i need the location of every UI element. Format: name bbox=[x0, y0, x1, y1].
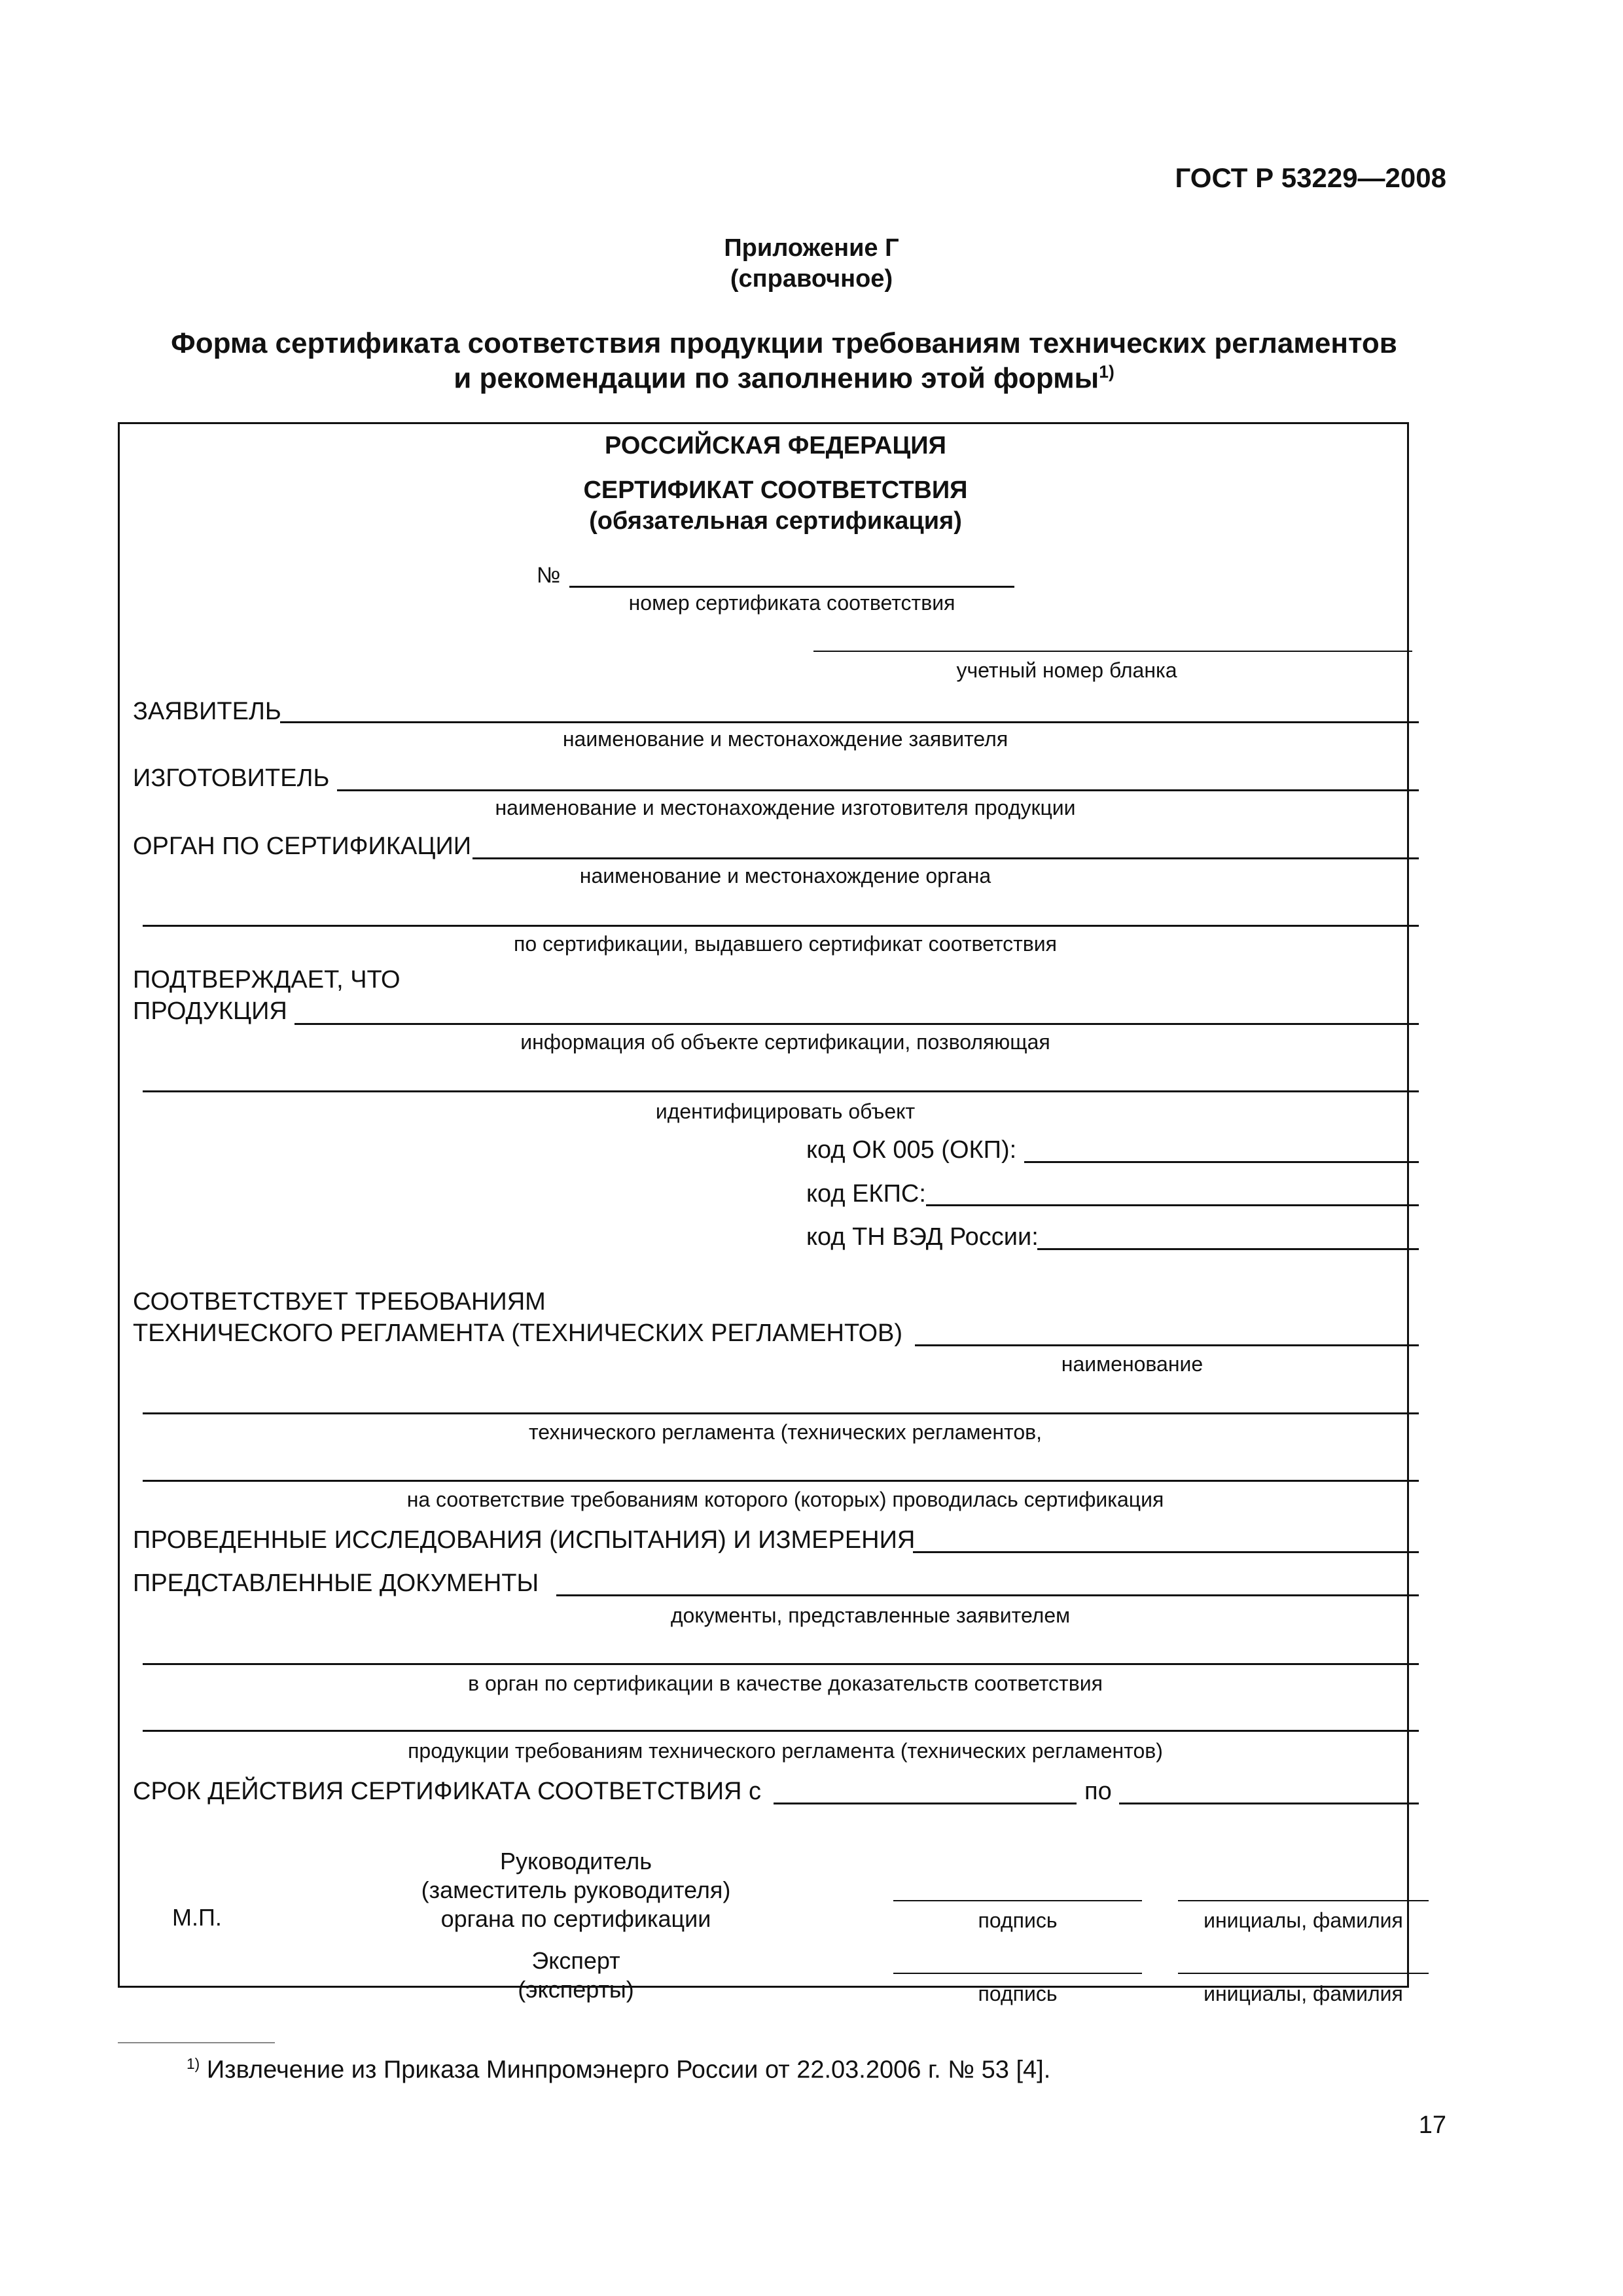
number-sign: № bbox=[537, 563, 561, 588]
manufacturer-caption: наименование и местонахождение изготовителя продукции bbox=[495, 796, 1076, 819]
form-certificate-type: (обязательная сертификация) bbox=[589, 507, 962, 535]
code-tnved-label: код ТН ВЭД России: bbox=[806, 1223, 1039, 1251]
manufacturer-label: ИЗГОТОВИТЕЛЬ bbox=[133, 764, 330, 792]
expert-title-line1: Эксперт bbox=[531, 1947, 620, 1974]
documents-field[interactable] bbox=[556, 1594, 1419, 1596]
document-title-line2 bbox=[0, 362, 1568, 395]
stamp-label: М.П. bbox=[172, 1904, 222, 1931]
head-name-field[interactable] bbox=[1178, 1900, 1429, 1901]
tests-field[interactable] bbox=[913, 1551, 1419, 1553]
validity-to-label: по bbox=[1084, 1778, 1112, 1805]
complies-label-1: СООТВЕТСТВУЕТ ТРЕБОВАНИЯМ bbox=[133, 1288, 546, 1316]
standard-number: ГОСТ Р 53229—2008 bbox=[1175, 162, 1446, 193]
product-caption: информация об объекте сертификации, позволяющая bbox=[520, 1030, 1050, 1054]
blank-number-caption: учетный номер бланка bbox=[956, 658, 1177, 682]
certificate-number-caption: номер сертификата соответствия bbox=[628, 591, 955, 615]
page-number: 17 bbox=[1418, 2111, 1446, 2139]
regulation-caption: наименование bbox=[1061, 1352, 1204, 1376]
certification-body-label: ОРГАН ПО СЕРТИФИКАЦИИ bbox=[133, 833, 472, 860]
complies-label-2: ТЕХНИЧЕСКОГО РЕГЛАМЕНТА (ТЕХНИЧЕСКИХ РЕГЛАМЕНТОВ) bbox=[133, 1319, 903, 1347]
form-certificate-title: СЕРТИФИКАТ СООТВЕТСТВИЯ bbox=[583, 476, 968, 504]
appendix-subtitle: (справочное) bbox=[730, 265, 893, 293]
applicant-caption: наименование и местонахождение заявителя bbox=[562, 727, 1008, 751]
product-caption-2: идентифицировать объект bbox=[655, 1100, 916, 1123]
documents-caption-3: продукции требованиям технического регламента (технических регламентов) bbox=[408, 1739, 1163, 1763]
certificate-number-field[interactable] bbox=[569, 586, 1014, 588]
documents-field-3[interactable] bbox=[143, 1730, 1419, 1732]
certification-body-caption-2: по сертификации, выдавшего сертификат соответствия bbox=[514, 932, 1057, 956]
documents-label: ПРЕДСТАВЛЕННЫЕ ДОКУМЕНТЫ bbox=[133, 1570, 539, 1597]
documents-field-2[interactable] bbox=[143, 1663, 1419, 1665]
regulation-field-2[interactable] bbox=[143, 1412, 1419, 1414]
documents-caption: документы, представленные заявителем bbox=[670, 1604, 1071, 1627]
expert-name-field[interactable] bbox=[1178, 1973, 1429, 1974]
expert-name-caption: инициалы, фамилия bbox=[1204, 1982, 1403, 2005]
footnote-divider bbox=[118, 2042, 275, 2043]
code-ekps-label: код ЕКПС: bbox=[806, 1180, 926, 1208]
validity-label: СРОК ДЕЙСТВИЯ СЕРТИФИКАТА СООТВЕТСТВИЯ с bbox=[133, 1778, 762, 1805]
footnote bbox=[187, 2055, 1050, 2085]
product-label: ПРОДУКЦИЯ bbox=[133, 997, 287, 1025]
code-tnved-field[interactable] bbox=[1037, 1248, 1419, 1250]
code-okp-label: код ОК 005 (ОКП): bbox=[806, 1136, 1017, 1164]
head-title-line1: Руководитель bbox=[500, 1848, 652, 1874]
applicant-label: ЗАЯВИТЕЛЬ bbox=[133, 698, 281, 725]
regulation-field-3[interactable] bbox=[143, 1480, 1419, 1482]
form-country: РОССИЙСКАЯ ФЕДЕРАЦИЯ bbox=[605, 432, 946, 459]
regulation-field[interactable] bbox=[915, 1344, 1419, 1346]
certification-body-caption: наименование и местонахождение органа bbox=[579, 864, 991, 888]
footnote-text: Извлечение из Приказа Минпромэнерго России от 22.03.2006 г. № 53 [4]. bbox=[206, 2056, 1051, 2084]
certification-body-field[interactable] bbox=[473, 857, 1419, 859]
validity-to-field[interactable] bbox=[1119, 1803, 1419, 1804]
expert-signature-caption: подпись bbox=[978, 1982, 1058, 2005]
product-field[interactable] bbox=[294, 1023, 1419, 1025]
manufacturer-field[interactable] bbox=[337, 789, 1419, 791]
product-field-2[interactable] bbox=[143, 1090, 1419, 1092]
head-name-caption: инициалы, фамилия bbox=[1204, 1909, 1403, 1932]
code-okp-field[interactable] bbox=[1024, 1161, 1419, 1163]
applicant-field[interactable] bbox=[280, 721, 1419, 723]
regulation-caption-2: технического регламента (технических регламентов, bbox=[528, 1420, 1042, 1444]
footnote-mark: 1) bbox=[187, 2055, 200, 2072]
confirms-label: ПОДТВЕРЖДАЕТ, ЧТО bbox=[133, 966, 401, 994]
expert-title-line2: (эксперты) bbox=[518, 1976, 634, 2003]
head-title-line2: (заместитель руководителя) bbox=[421, 1876, 731, 1903]
document-title-line1: Форма сертификата соответствия продукции требованиям технических регламентов bbox=[171, 327, 1397, 359]
regulation-caption-3: на соответствие требованиям которого (которых) проводилась сертификация bbox=[406, 1488, 1164, 1511]
documents-caption-2: в орган по сертификации в качестве доказательств соответствия bbox=[468, 1672, 1103, 1695]
appendix-title: Приложение Г bbox=[724, 234, 899, 262]
footnote-reference: 1) bbox=[1099, 362, 1115, 382]
blank-number-field[interactable] bbox=[813, 651, 1412, 652]
expert-signature-field[interactable] bbox=[893, 1973, 1142, 1974]
validity-from-field[interactable] bbox=[774, 1803, 1077, 1804]
head-signature-caption: подпись bbox=[978, 1909, 1058, 1932]
head-title-line3: органа по сертификации bbox=[440, 1905, 711, 1932]
code-ekps-field[interactable] bbox=[926, 1204, 1419, 1206]
certification-body-field-2[interactable] bbox=[143, 925, 1419, 927]
head-signature-field[interactable] bbox=[893, 1900, 1142, 1901]
tests-label: ПРОВЕДЕННЫЕ ИССЛЕДОВАНИЯ (ИСПЫТАНИЯ) И ИЗМЕРЕНИЯ bbox=[133, 1526, 916, 1554]
document-title-line2-text: и рекомендации по заполнению этой формы bbox=[454, 362, 1099, 395]
